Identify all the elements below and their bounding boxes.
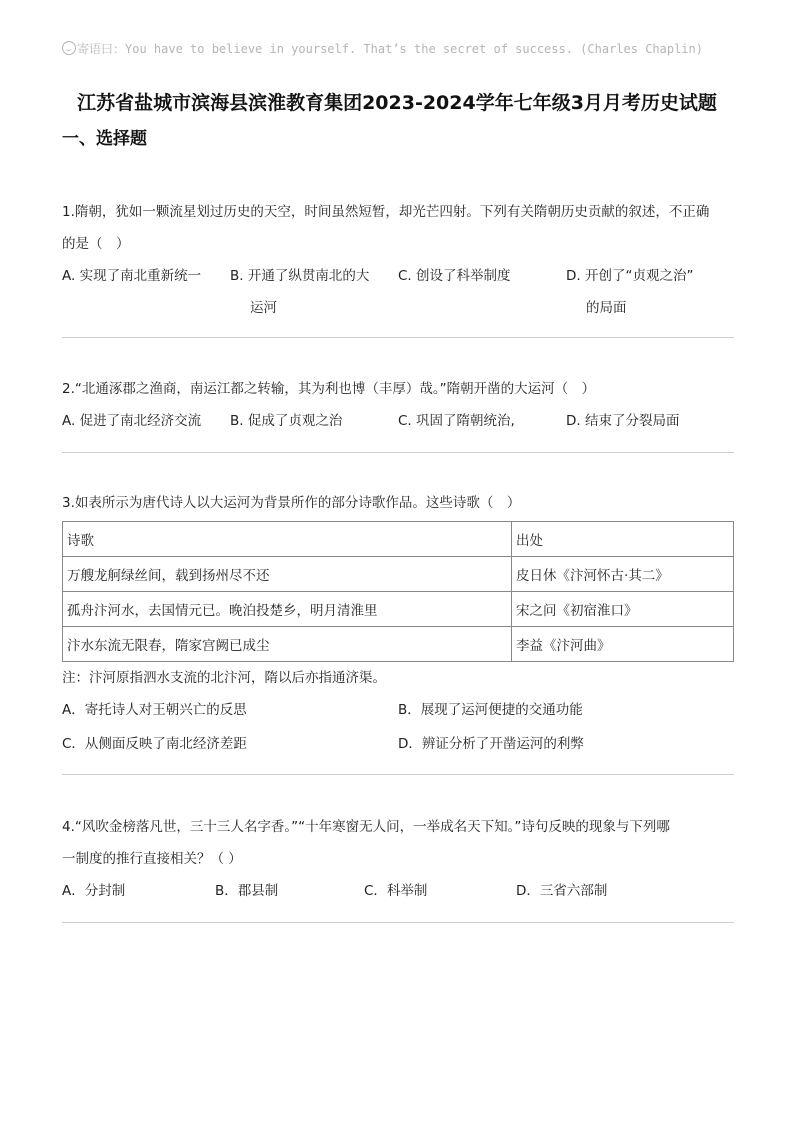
divider bbox=[62, 337, 734, 338]
table-row bbox=[63, 592, 734, 627]
q2-option-c[interactable]: C. 巩固了隋朝统治, bbox=[398, 413, 515, 429]
q2-option-b[interactable]: B. 促成了贞观之治 bbox=[230, 413, 343, 429]
q1-options bbox=[62, 260, 734, 324]
q2-option-a[interactable]: A. 促进了南北经济交流 bbox=[62, 413, 202, 429]
q1-option-c[interactable]: C. 创设了科举制度 bbox=[398, 268, 511, 284]
q1-option-b-line1: B. 开通了纵贯南北的大 bbox=[230, 268, 370, 284]
table-cell-source: 皮日休《汴河怀古·其二》 bbox=[512, 557, 734, 592]
q4-option-b[interactable]: B．郡县制 bbox=[215, 883, 279, 899]
table-cell-poem: 汴水东流无限春，隋家宫阙已成尘 bbox=[63, 627, 512, 662]
q3-option-b[interactable]: B．展现了运河便捷的交通功能 bbox=[398, 702, 583, 718]
q3-options bbox=[62, 694, 734, 762]
q4-stem-line2: 一制度的推行直接相关？（ ） bbox=[62, 851, 242, 867]
poems-table bbox=[62, 521, 734, 662]
q1-option-d-line2: 的局面 bbox=[586, 300, 627, 316]
q1-stem-line1: 1.隋朝，犹如一颗流星划过历史的天空，时间虽然短暂，却光芒四射。下列有关隋朝历史贡献的叙述，不正确 bbox=[62, 204, 710, 220]
section-title: 一、选择题 bbox=[62, 129, 147, 149]
table-cell-source: 李益《汴河曲》 bbox=[512, 627, 734, 662]
smiley-icon bbox=[62, 41, 76, 55]
motto-prefix: 寄语曰： bbox=[77, 42, 126, 56]
question-2 bbox=[62, 373, 734, 437]
q4-options bbox=[62, 875, 734, 907]
table-row bbox=[63, 557, 734, 592]
table-cell-poem: 孤舟汴河水，去国情元已。晚泊投楚乡，明月清淮里 bbox=[63, 592, 512, 627]
q1-option-d-line1: D. 开创了“贞观之治” bbox=[566, 268, 694, 284]
table-header-cell: 诗歌 bbox=[63, 522, 512, 557]
question-3 bbox=[62, 487, 734, 762]
q2-option-d[interactable]: D. 结束了分裂局面 bbox=[566, 413, 680, 429]
table-row bbox=[63, 627, 734, 662]
question-1 bbox=[62, 196, 734, 324]
q4-stem-line1: 4.“风吹金榜落凡世，三十三人名字香。”“十年寒窗无人问，一举成名天下知。”诗句反映的现象与下列哪 bbox=[62, 819, 670, 835]
q1-option-a[interactable]: A. 实现了南北重新统一 bbox=[62, 268, 202, 284]
q2-options bbox=[62, 405, 734, 437]
q4-option-a[interactable]: A．分封制 bbox=[62, 883, 126, 899]
q3-option-c[interactable]: C．从侧面反映了南北经济差距 bbox=[62, 736, 247, 752]
table-header-row bbox=[63, 522, 734, 557]
q1-option-d[interactable] bbox=[566, 260, 693, 324]
question-4 bbox=[62, 811, 734, 907]
q1-stem-line2: 的是（ ） bbox=[62, 236, 130, 252]
table-cell-source: 宋之问《初宿淮口》 bbox=[512, 592, 734, 627]
divider bbox=[62, 774, 734, 775]
table-cell-poem: 万艘龙舸绿丝间，载到扬州尽不还 bbox=[63, 557, 512, 592]
q3-option-a[interactable]: A．寄托诗人对王朝兴亡的反思 bbox=[62, 702, 247, 718]
motto-header bbox=[62, 40, 752, 57]
document-title: 江苏省盐城市滨海县滨淮教育集团2023-2024学年七年级3月月考历史试题 bbox=[77, 92, 717, 114]
motto-text: You have to believe in yourself. That’s the secret of success. (Charles Chaplin) bbox=[125, 42, 703, 56]
divider bbox=[62, 452, 734, 453]
q1-option-b-line2: 运河 bbox=[250, 300, 277, 316]
q4-option-d[interactable]: D．三省六部制 bbox=[516, 883, 608, 899]
q4-option-c[interactable]: C．科举制 bbox=[364, 883, 428, 899]
table-header-cell: 出处 bbox=[512, 522, 734, 557]
q2-stem: 2.“北通涿郡之渔商，南运江都之转输，其为利也博（丰厚）哉。”隋朝开凿的大运河（ ） bbox=[62, 381, 596, 397]
q3-stem: 3.如表所示为唐代诗人以大运河为背景所作的部分诗歌作品。这些诗歌（ ） bbox=[62, 495, 521, 511]
q1-option-b[interactable] bbox=[230, 260, 369, 324]
q3-option-d[interactable]: D．辨证分析了开凿运河的利弊 bbox=[398, 736, 584, 752]
q3-note: 注：汴河原指泗水支流的北汴河，隋以后亦指通济渠。 bbox=[62, 670, 386, 686]
divider bbox=[62, 922, 734, 923]
